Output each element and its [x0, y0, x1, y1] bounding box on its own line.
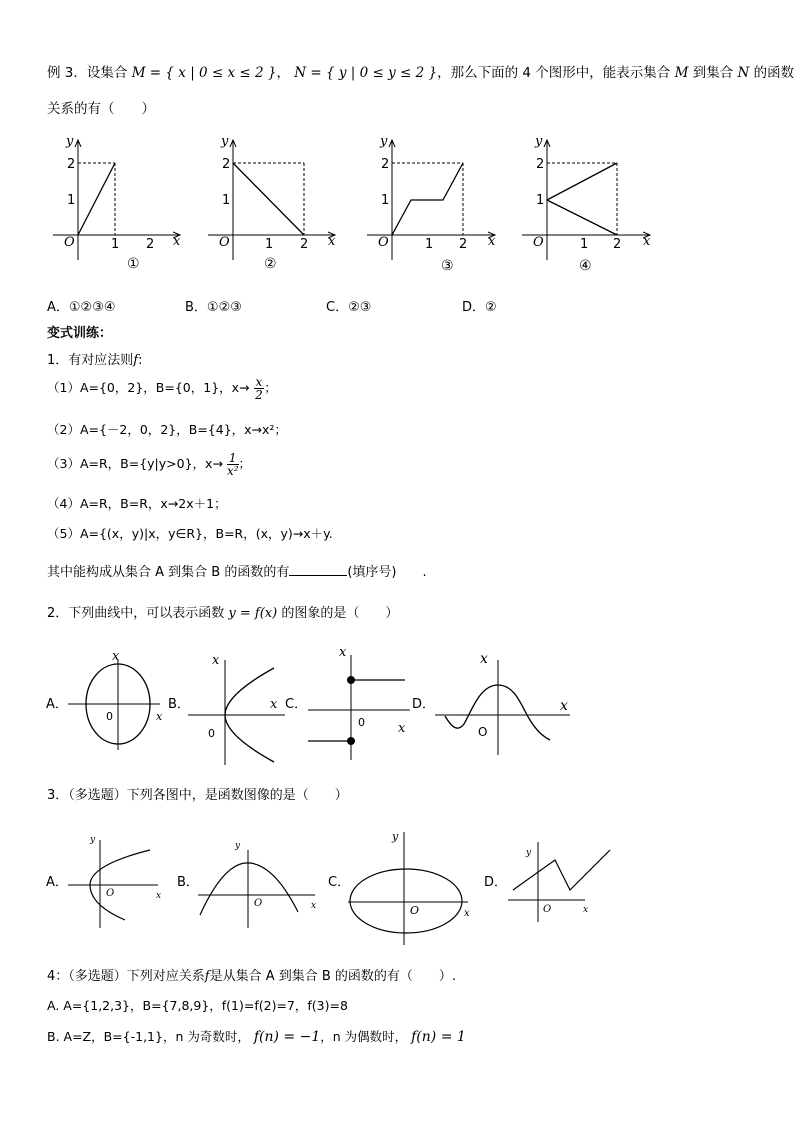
graph-2-tick-y2: 2 [222, 157, 231, 172]
q2-stem-func: y = f(x) [228, 606, 278, 621]
q3-a-x-label: x [156, 891, 162, 901]
q2-stem [47, 602, 398, 621]
q3-b-y-label: y [235, 841, 241, 851]
example3-option-c[interactable]: C．②③ [326, 300, 372, 315]
graph-3-y-label: y [380, 134, 388, 149]
q4-stem-f: f [204, 969, 210, 984]
q1-item-1-fraction [254, 376, 265, 401]
q3-graph-c [328, 830, 470, 945]
comma: ， [276, 65, 290, 81]
example3-graphs [45, 130, 745, 275]
graph-2-tick-y1: 1 [222, 193, 231, 208]
graph-1-tick-x1: 1 [111, 237, 120, 252]
q2-c-axis-label: x [339, 645, 347, 660]
q2-graph-a [46, 649, 163, 750]
graph-4-tick-y2: 2 [536, 157, 545, 172]
graph-2-y-label: y [221, 134, 229, 149]
q1-item-3-num: 1 [228, 451, 237, 465]
example3-option-a[interactable]: A．①②③④ [47, 300, 116, 315]
graph-1 [53, 134, 181, 272]
graph-1-tick-y1: 1 [67, 193, 76, 208]
q2-a-axis-label: x [112, 649, 120, 664]
graph-3 [367, 134, 496, 274]
q3-label-b: B． [177, 875, 199, 890]
graph-3-caption: ③ [441, 258, 454, 274]
graph-4-curve-upper [547, 163, 617, 200]
q3-stem: 3．（多选题）下列各图中，是函数图像的是（ ） [47, 788, 348, 803]
q2-d-origin: O [478, 725, 488, 739]
q3-c-ellipse [350, 869, 462, 933]
q3-b-x-label: x [311, 901, 317, 911]
q3-d-x-label: x [583, 905, 589, 915]
q2-c-origin: 0 [358, 716, 365, 729]
example3-stem-line2: 关系的有（ ） [47, 101, 155, 117]
graph-2-origin: O [219, 235, 230, 250]
q4-option-b-f2: f(n) = 1 [411, 1029, 466, 1045]
q2-b-x-label: x [270, 697, 278, 712]
q2-graph-d [412, 651, 570, 755]
q3-graphs [40, 820, 640, 950]
graph-3-tick-x2: 2 [459, 237, 468, 252]
example3-text4: 的函数 [753, 65, 794, 81]
variant-title: 变式训练： [47, 326, 113, 341]
q1-item-1-den: 2 [255, 388, 263, 402]
graph-3-tick-x1: 1 [425, 237, 434, 252]
graph-1-caption: ① [127, 256, 140, 272]
q2-a-x-label: x [156, 710, 163, 723]
graph-2-tick-x1: 1 [265, 237, 274, 252]
graph-4 [522, 134, 651, 274]
q2-graph-b [168, 653, 285, 765]
graph-2-caption: ② [264, 256, 277, 272]
q2-label-c: C． [285, 697, 308, 712]
q1-item-3 [47, 452, 251, 477]
set-n: N = { y | 0 ≤ y ≤ 2 } [294, 65, 438, 81]
graph-4-tick-x1: 1 [580, 237, 589, 252]
set-n-ref: N [737, 65, 750, 81]
q1-item-3-post: ； [238, 456, 252, 471]
q3-label-d: D． [484, 875, 508, 890]
graph-3-tick-y2: 2 [381, 157, 390, 172]
graph-1-tick-y2: 2 [67, 157, 76, 172]
q1-tail-post: (填序号) . [347, 565, 427, 580]
q1-stem-f: f [133, 353, 139, 368]
graph-2 [208, 134, 336, 272]
q2-label-b: B． [168, 697, 190, 712]
example3-text3: 到集合 [692, 65, 734, 81]
set-m-ref: M [674, 65, 689, 81]
graph-3-origin: O [378, 235, 389, 250]
q2-label-a: A． [46, 697, 68, 712]
graph-4-tick-y1: 1 [536, 193, 545, 208]
q2-stem-post: 的图象的是（ ） [281, 606, 399, 621]
q1-item-1 [47, 376, 277, 401]
graph-3-x-label: x [488, 234, 496, 249]
q2-label-d: D． [412, 697, 436, 712]
q3-b-curve [200, 863, 298, 915]
q4-stem-pre: 4：（多选题）下列对应关系 [47, 969, 205, 984]
q1-stem-suffix: : [138, 353, 143, 368]
q1-stem [47, 349, 142, 368]
graph-1-tick-x2: 2 [146, 237, 155, 252]
graph-3-curve [392, 163, 463, 235]
q2-b-origin: 0 [208, 727, 215, 740]
graph-1-x-label: x [173, 234, 181, 249]
graph-1-origin: O [64, 235, 75, 250]
q2-d-x-label: x [560, 698, 568, 714]
set-m: M = { x | 0 ≤ x ≤ 2 } [131, 65, 277, 81]
q1-item-3-text: （3）A=R，B={y|y>0}，x→ [47, 456, 223, 471]
example3-stem-line1 [47, 61, 794, 81]
graph-2-x-label: x [328, 234, 336, 249]
q3-graph-a [46, 835, 161, 928]
q3-c-x-label: x [464, 908, 470, 919]
q3-b-origin: O [254, 898, 263, 909]
graph-2-curve [233, 163, 304, 235]
example3-option-d[interactable]: D．② [462, 300, 497, 315]
q3-graph-d [484, 842, 610, 922]
graph-1-curve [78, 163, 115, 235]
q2-c-dot-upper [347, 676, 355, 684]
graph-4-curve-lower [547, 200, 617, 235]
q4-option-b[interactable] [47, 1027, 466, 1045]
graph-1-y-label: y [66, 134, 74, 149]
q3-a-origin: O [106, 888, 115, 899]
example3-text2: ，那么下面的 4 个图形中，能表示集合 [437, 65, 671, 81]
q1-item-2: （2）A={－2，0，2}，B={4}，x→x²； [47, 422, 287, 437]
q2-graphs [40, 640, 600, 770]
q3-graph-b [177, 841, 316, 928]
q1-item-1-num: x [255, 375, 263, 389]
q3-d-y-label: y [526, 848, 532, 858]
q1-item-3-den: x² [226, 464, 239, 478]
q1-item-5: （5）A={(x，y)|x，y∈R}，B=R，(x，y)→x＋y. [47, 526, 333, 541]
q4-option-a[interactable]: A. A={1,2,3}，B={7,8,9}，f(1)=f(2)=7，f(3)=8 [47, 998, 348, 1013]
q2-stem-pre: 2．下列曲线中，可以表示函数 [47, 606, 225, 621]
q2-d-axis-label: x [480, 651, 488, 667]
graph-4-x-label: x [643, 234, 651, 249]
q3-label-a: A． [46, 875, 68, 890]
graph-4-tick-x2: 2 [613, 237, 622, 252]
q3-d-origin: O [543, 904, 552, 915]
q4-option-b-pre: B. A=Z，B={-1,1}，n 为奇数时， [47, 1029, 250, 1044]
q4-stem [47, 965, 456, 984]
q4-option-b-mid: ，n 为偶数时， [320, 1029, 408, 1044]
q1-answer-blank[interactable] [289, 563, 347, 576]
q2-a-origin: 0 [106, 710, 113, 723]
q3-label-c: C． [328, 875, 351, 890]
q1-item-3-fraction [227, 452, 239, 477]
q3-c-y-label: y [392, 830, 399, 843]
q4-stem-post: 是从集合 A 到集合 B 的函数的有（ ）. [209, 969, 457, 984]
graph-4-caption: ④ [579, 258, 592, 274]
graph-3-tick-y1: 1 [381, 193, 390, 208]
example3-label: 例 3．设集合 [47, 65, 128, 81]
q1-tail-pre: 其中能构成从集合 A 到集合 B 的函数的有 [47, 565, 290, 580]
q1-item-1-text: （1）A={0，2}，B={0，1}，x→ [47, 380, 250, 395]
q4-option-b-f1: f(n) = −1 [253, 1029, 321, 1045]
q1-item-4: （4）A=R，B=R，x→2x＋1； [47, 496, 227, 511]
graph-4-y-label: y [535, 134, 543, 149]
q1-stem-prefix: 1．有对应法则 [47, 353, 134, 368]
q1-tail [47, 561, 427, 580]
q3-c-origin: O [410, 904, 420, 917]
q3-a-y-label: y [90, 835, 96, 845]
q2-c-dot-lower [347, 737, 355, 745]
example3-option-b[interactable]: B．①②③ [185, 300, 242, 315]
graph-2-tick-x2: 2 [300, 237, 309, 252]
q1-item-1-post: ； [264, 380, 277, 395]
q2-c-x-label: x [398, 721, 406, 736]
q2-graph-c [285, 645, 410, 760]
graph-4-origin: O [533, 235, 544, 250]
q2-b-axis-label: x [212, 653, 220, 668]
